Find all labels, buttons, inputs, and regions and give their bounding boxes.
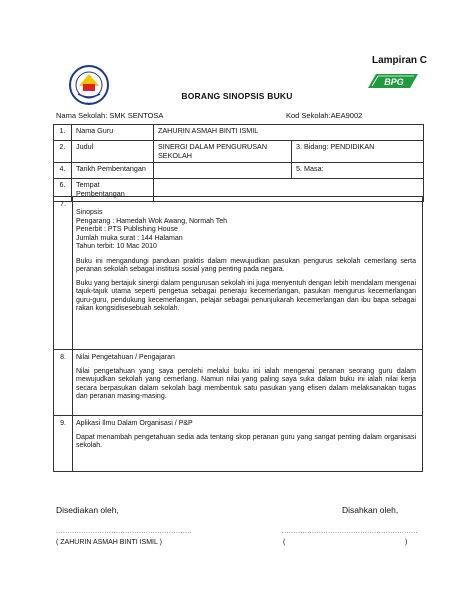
field-label: Judul: [72, 141, 154, 163]
approver-bracket-open: (: [283, 539, 286, 546]
bpg-logo-text: BPG: [384, 77, 404, 87]
table-row: [54, 125, 424, 141]
field-label: Tempat Pembentangan: [72, 179, 154, 201]
year-line: Tahun terbit: 10 Mac 2010: [76, 243, 157, 251]
row-number: 4.: [54, 163, 72, 179]
lampiran-label: Lampiran C: [372, 55, 428, 66]
field-bidang[interactable]: 3. Bidang: PENDIDIKAN: [292, 141, 424, 163]
preparer-name: ( ZAHURIN ASMAH BINTI ISMIL ): [56, 539, 162, 546]
signature-line-left: ...........................................................: [56, 528, 193, 535]
nilai-paragraph: Nilai pengetahuan yang saya perolehi melalui buku ini ialah mengenai peranan seorang guru dalam mewujudkan sekolah yang cemerlang. Namun nilai yang paling saya suka dalam buku ini ialah nilai kerja secara berpasukan dalam sekolah bagi membentuk satu pasukan yang efisen dalam melaksanakan tugas dan peranan masing-masing.: [76, 367, 416, 401]
school-name: Nama Sekolah: SMK SENTOSA: [56, 111, 164, 120]
nilai-heading: Nilai Pengetahuan / Pengajaran: [76, 354, 175, 361]
row-number: 8.: [54, 350, 73, 415]
info-table: [53, 124, 424, 202]
row-number: 9.: [54, 416, 73, 471]
row-number: 7.: [54, 197, 73, 349]
sinopsis-heading: Sinopsis: [76, 209, 103, 216]
prepared-by-label: Disediakan oleh,: [56, 505, 119, 515]
field-label: Nama Guru: [72, 125, 154, 141]
title-field[interactable]: SINERGI DALAM PENGURUSAN SEKOLAH: [154, 141, 292, 163]
author-line: Pengarang : Hamedah Wok Awang, Normah Teh: [76, 217, 227, 225]
row-number: 2.: [54, 141, 72, 163]
teacher-name-field[interactable]: ZAHURIN ASMAH BINTI ISMIL: [154, 125, 424, 141]
svg-text:•••••: •••••: [85, 100, 93, 105]
approved-by-label: Disahkan oleh,: [342, 505, 399, 515]
sinopsis-paragraph: Buku yang bertajuk sinergi dalam pengurusan sekolah ini juga menyentuh dengan lebih mendalam mengenai tajuk-tajuk utama seperti pengetua sebagai peneraju kecemerlangan, pasukan mengurus kecemerlangan guru-guru, pendukung kecemerlangan, pelajar sebagai penunjukarah kecemerlangan dan ibu bapa sebagai rakan kongsidisesebuah sekolah.: [76, 279, 416, 313]
publisher-line: Penerbit : PTS Publishing House: [76, 226, 178, 234]
field-label: Tarikh Pembentangan: [72, 163, 154, 179]
date-field[interactable]: [154, 163, 292, 179]
nilai-section: [53, 350, 423, 416]
pages-line: Jumlah muka surat : 144 Halaman: [76, 234, 183, 242]
row-number: 6.: [54, 179, 72, 201]
sinopsis-paragraph: Buku ini mengandungi panduan praktis dalam mewujudkan pasukan pengurus sekolah cemerlang serta peranan sekolah sebagai institusi sosial yang penting pada negara.: [76, 257, 416, 274]
form-title: BORANG SINOPSIS BUKU: [181, 91, 293, 101]
approver-bracket-close: ): [405, 539, 408, 546]
bpg-logo: [364, 70, 420, 92]
aplikasi-paragraph: Dapat menambah pengetahuan sedia ada tentang skop peranan guru yang sangat penting dalam organisasi sekolah.: [76, 433, 416, 450]
table-row: [54, 141, 424, 163]
table-row: [54, 163, 424, 179]
aplikasi-heading: Aplikasi Ilmu Dalam Organisasi / P&P: [76, 420, 193, 427]
school-code: Kod Sekolah:AEA9002: [286, 111, 363, 120]
aplikasi-section: [53, 416, 423, 472]
field-masa[interactable]: 5. Masa:: [292, 163, 424, 179]
signature-line-right: ...........................................................: [282, 528, 419, 535]
sinopsis-section: [53, 196, 423, 350]
row-number: 1.: [54, 125, 72, 141]
